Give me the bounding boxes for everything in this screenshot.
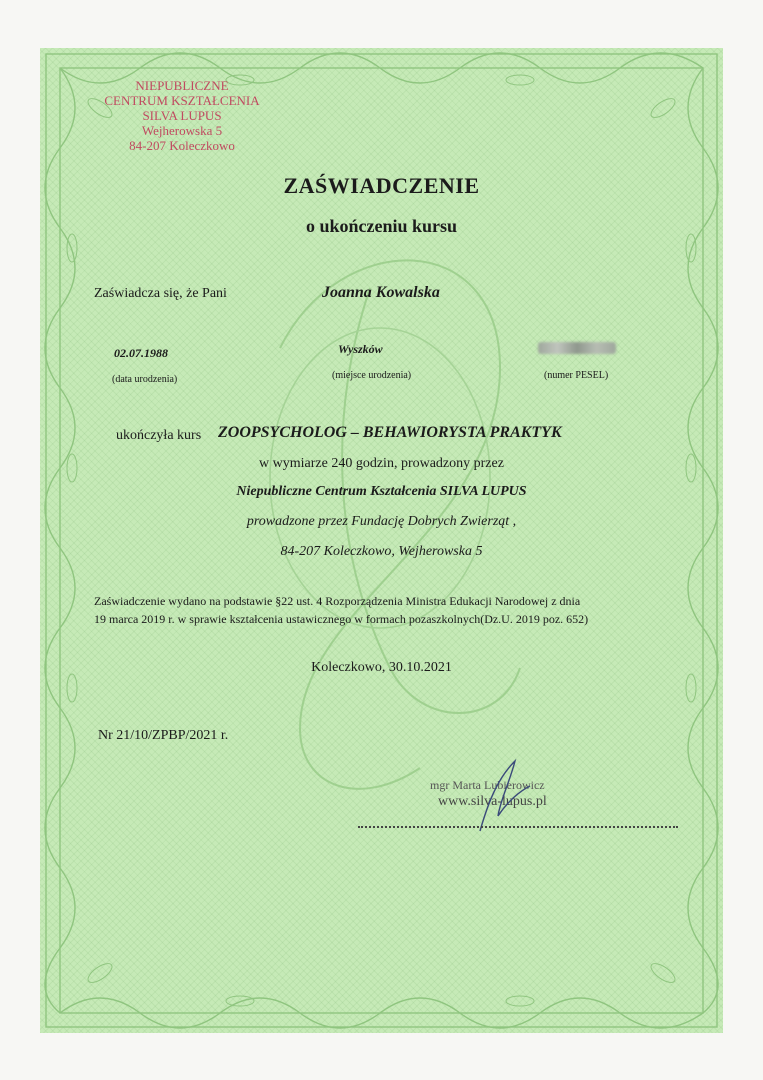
institution-stamp [82,78,282,153]
website: www.silva-lupus.pl [438,794,547,809]
institution-name: Niepubliczne Centrum Kształcenia SILVA LUPUS [236,484,527,499]
course-intro: ukończyła kurs [116,428,202,443]
stamp-line-2: CENTRUM KSZTAŁCENIA [104,93,260,108]
certificate-title: ZAŚWIADCZENIE [283,173,480,198]
address-line: 84-207 Koleczkowo, Wejherowska 5 [280,544,483,559]
stamp-line-1: NIEPUBLICZNE [135,78,229,93]
stamp-line-5: 84-207 Koleczkowo [129,138,235,153]
signature-line [358,826,678,828]
signature-scribble [470,756,540,836]
hours-line: w wymiarze 240 godzin, prowadzony przez [259,456,504,471]
course-name: ZOOPSYCHOLOG – BEHAWIORYSTA PRAKTYK [218,424,562,441]
birth-date-label: (data urodzenia) [112,374,178,385]
birth-date: 02.07.1988 [114,346,168,360]
intro-text: Zaświadcza się, że Pani [94,286,227,301]
legal-basis-line-1: Zaświadczenie wydano na podstawie §22 ust. 4 Rozporządzenia Ministra Edukacji Narodowej z dnia [94,594,581,608]
pesel-redacted [538,342,616,354]
stamp-line-3: SILVA LUPUS [142,108,222,123]
recipient-name: Joanna Kowalska [322,284,440,301]
pesel-label: (numer PESEL) [544,370,609,381]
birth-place-label: (miejsce urodzenia) [332,370,412,381]
certificate-paper [40,48,723,1033]
legal-basis-line-2: 19 marca 2019 r. w sprawie kształcenia ustawicznego w formach pozaszkolnych(Dz.U. 2019 poz. 652) [94,612,589,626]
run-by-line: prowadzone przez Fundację Dobrych Zwierząt , [246,514,517,529]
stamp-line-4: Wejherowska 5 [141,123,223,138]
place-and-date: Koleczkowo, 30.10.2021 [311,660,452,675]
certificate-number: Nr 21/10/ZPBP/2021 r. [98,728,229,743]
certificate-subtitle: o ukończeniu kursu [305,216,458,236]
birth-place: Wyszków [338,342,383,356]
signer-name: mgr Marta Lubierowicz [430,778,545,792]
